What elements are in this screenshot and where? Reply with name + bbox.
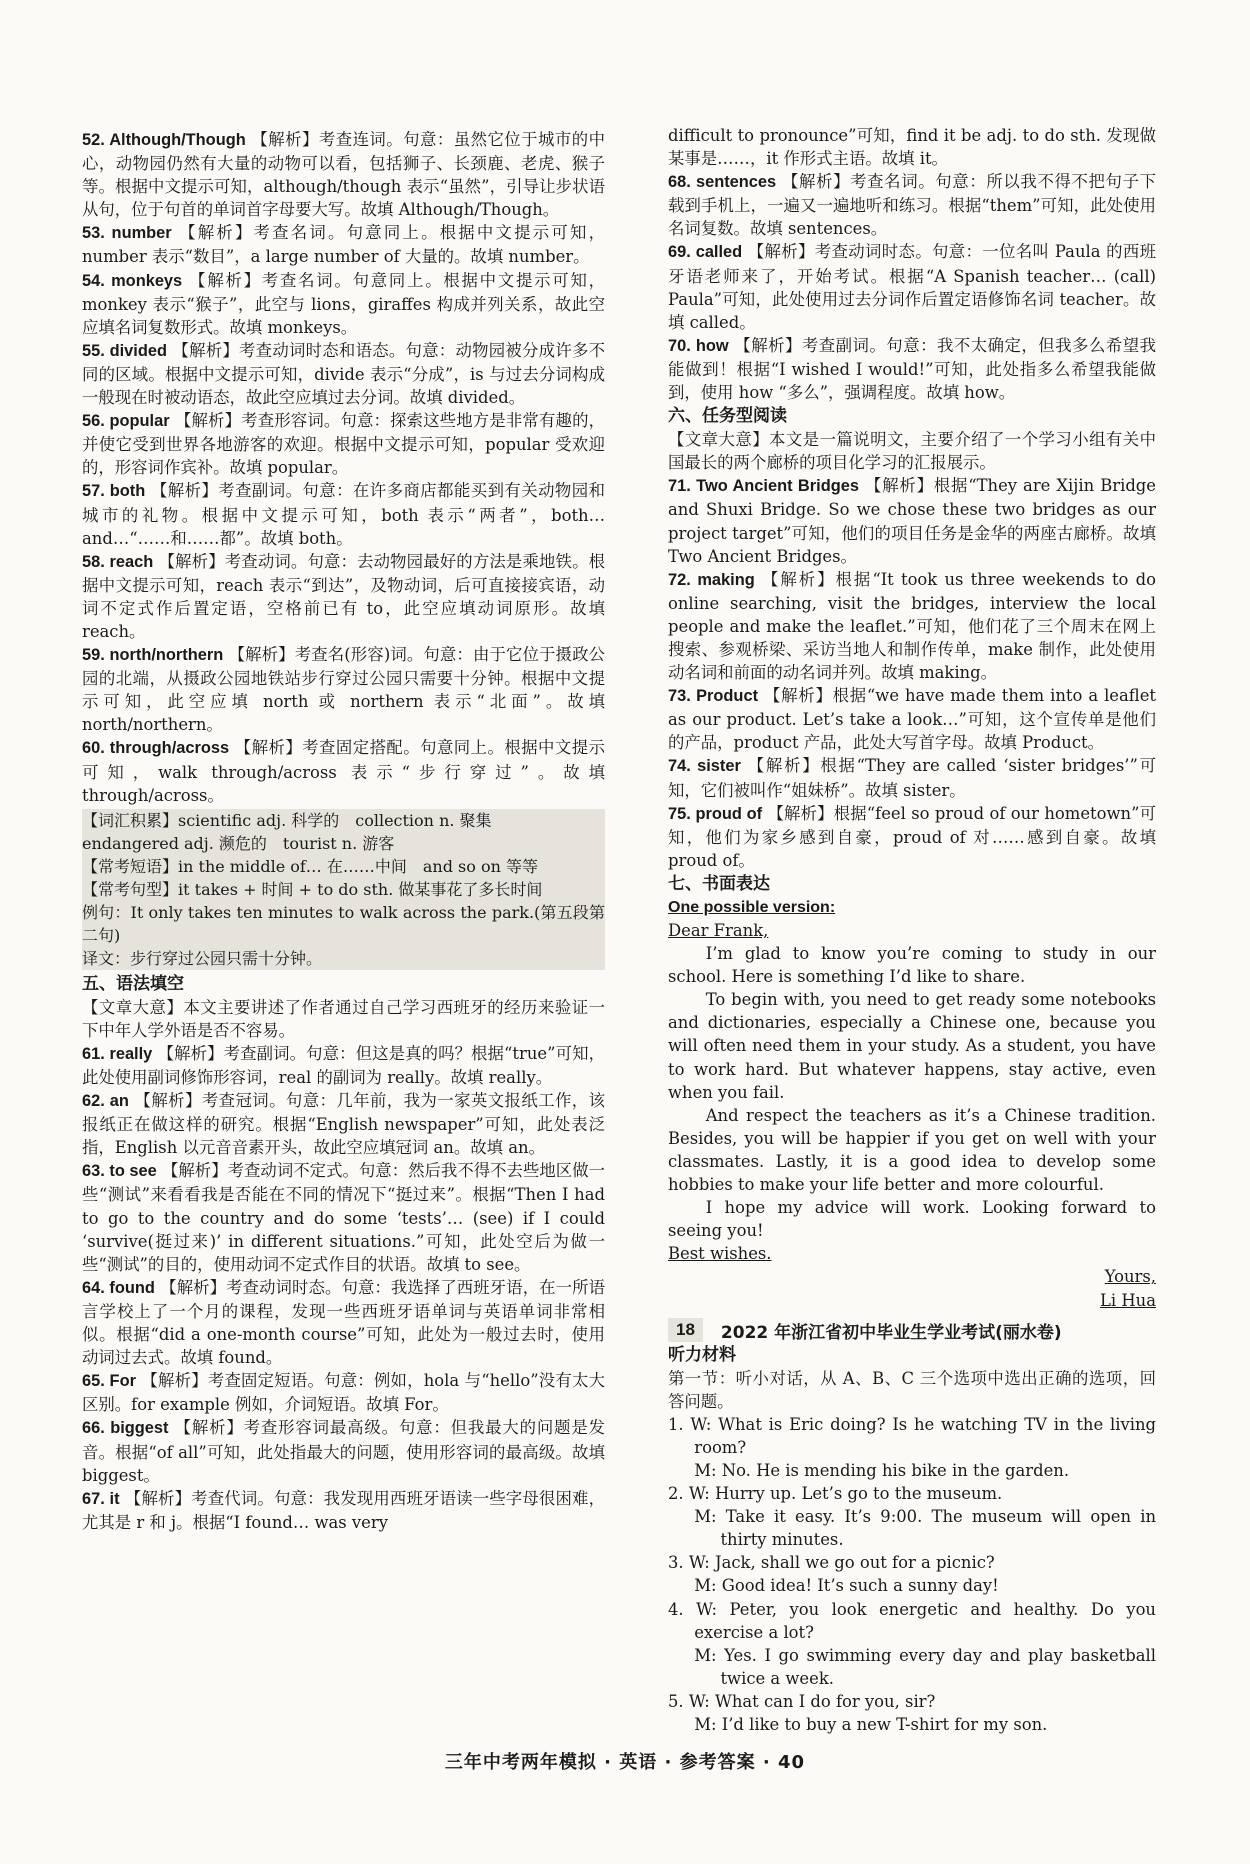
essay-paragraph: To begin with, you need to get ready some notebooks and dictionaries, especially a Chinese one, because you will often need them in your study. As a student, you have to work hard. But whatever happens, stay active, even when you fail.	[668, 990, 1156, 1102]
answer-item: 70. how 【解析】考查副词。句意：我不太确定，但我多么希望我能做到！根据“I wished I would!”可知，此处指多么希望我能做到，使用 how “多么”，强调程度。故填 how。	[668, 335, 1156, 403]
answer-item: 74. sister 【解析】根据“They are called ‘sister bridges’”可知，它们被叫作“姐妹桥”。故填 sister。	[668, 756, 1156, 800]
essay-sign-1: Yours,	[1104, 1267, 1156, 1287]
left-column	[82, 128, 605, 1534]
dialogue-line: M: Good idea! It’s such a sunny day!	[694, 1576, 999, 1596]
answer-item: 65. For 【解析】考查固定短语。句意：例如，hola 与“hello”没有太大区别。for example 例如，介词短语。故填 For。	[82, 1371, 606, 1415]
vocab-line: 【词汇积累】scientific adj. 科学的 collection n. 聚集	[82, 810, 492, 830]
answer-item: 54. monkeys 【解析】考查名词。句意同上。根据中文提示可知，monkey 表示“猴子”，此空与 lions，giraffes 构成并列关系，故此空应填名词复数形式。故填 monkeys。	[82, 270, 605, 337]
answer-item: 71. Two Ancient Bridges 【解析】根据“They are Xijin Bridge and Shuxi Bridge. So we chose these two bridges as our project target”可知，他们的项目任务是金华的两座古廊桥。故填 Two Ancient Bridges。	[668, 476, 1156, 566]
vocab-line: 译文：步行穿过公园只需十分钟。	[82, 948, 323, 968]
test-header	[668, 1318, 1156, 1343]
answer-item: 69. called 【解析】考查动词时态。句意：一位名叫 Paula 的西班牙语老师来了，开始考试。根据“A Spanish teacher… (call) Paula”可知，此处使用过去分词作后置定语修饰名词 teacher。故填 called。	[668, 242, 1156, 332]
right-column	[668, 124, 1156, 1736]
vocab-line: 【常考句型】it takes + 时间 + to do sth. 做某事花了多长时间	[82, 879, 543, 899]
answer-item: 60. through/across 【解析】考查固定搭配。句意同上。根据中文提示可知，walk through/across 表示“步行穿过”。故填 through/across。	[82, 738, 605, 805]
dialogue-line: 1. W: What is Eric doing? Is he watching TV in the living room?	[668, 1414, 1156, 1457]
dialogue-line: 4. W: Peter, you look energetic and healthy. Do you exercise a lot?	[668, 1599, 1156, 1642]
answer-item: 73. Product 【解析】根据“we have made them into a leaflet as our product. Let’s take a look…”可知，这个宣传单是他们的产品，product 产品，此处大写首字母。故填 Product。	[668, 686, 1157, 753]
dialogue-line: 2. W: Hurry up. Let’s go to the museum.	[668, 1484, 1003, 1504]
page-footer: 三年中考两年模拟 · 英语 · 参考答案 · 40	[444, 1752, 806, 1773]
answer-item: 53. number 【解析】考查名词。句意同上。根据中文提示可知，number 表示“数目”，a large number of 大量的。故填 number。	[82, 223, 605, 267]
answer-item: 75. proud of 【解析】根据“feel so proud of our hometown”可知，他们为家乡感到自豪，proud of 对……感到自豪。故填 proud of。	[668, 803, 1156, 870]
answer-item: 58. reach 【解析】考查动词。句意：去动物园最好的方法是乘地铁。根据中文提示可知，reach 表示“到达”，及物动词，后可直接接宾语，动词不定式作后置定语，空格前已有 to，此空应填动词原形。故填 reach。	[82, 551, 605, 641]
essay-sign-2: Li Hua	[1100, 1290, 1156, 1310]
section-heading: 七、书面表达	[668, 873, 770, 893]
dialogue-line: 5. W: What can I do for you, sir?	[668, 1691, 936, 1711]
dialogue-line: M: Take it easy. It’s 9:00. The museum will open in thirty minutes.	[694, 1507, 1156, 1550]
answer-item: 61. really 【解析】考查副词。句意：但这是真的吗？根据“true”可知，此处使用副词修饰形容词，real 的副词为 really。故填 really。	[82, 1043, 605, 1087]
answer-item: 72. making 【解析】根据“It took us three weekends to do online searching, visit the bridges, interview the local people and make the leaflet.”可知，他们花了三个周末在网上搜索、参观桥梁、采访当地人和制作传单，make 制作，此处使用动名词和前面的动名词并列。故填 making。	[668, 569, 1156, 683]
answer-item: 63. to see 【解析】考查动词不定式。句意：然后我不得不去些地区做一些“测试”来看看我是否能在不同的情况下“挺过来”。根据“Then I had to go to the country and do some ‘tests’… (see) if I could ‘survive(挺过来)’ in different situations.”可知，此处空后为做一些“测试”的目的，使用动词不定式作目的状语。故填 to see。	[82, 1161, 605, 1274]
section-heading: 六、任务型阅读	[668, 406, 787, 426]
section-heading: 五、语法填空	[82, 973, 184, 993]
answer-item: 68. sentences 【解析】考查名词。句意：所以我不得不把句子下载到手机上，一遍又一遍地听和练习。根据“them”可知，此处使用名词复数。故填 sentences。	[668, 172, 1157, 239]
article-summary: 【文章大意】本文是一篇说明文，主要介绍了一个学习小组有关中国最长的两个廊桥的项目化学习的汇报展示。	[668, 430, 1156, 473]
answer-item: 57. both 【解析】考查副词。句意：在许多商店都能买到有关动物园和城市的礼物。根据中文提示可知，both 表示“两者”，both… and…“……和……都”。故填 both。	[82, 481, 605, 548]
answer-item: 66. biggest 【解析】考查形容词最高级。句意：但我最大的问题是发音。根据“of all”可知，此处指最大的问题，使用形容词的最高级。故填 biggest。	[82, 1418, 605, 1485]
essay-closing: Best wishes.	[668, 1244, 772, 1264]
essay-title: One possible version:	[668, 898, 836, 916]
answer-continuation: difficult to pronounce”可知，find it be adj. to do sth. 发现做某事是……，it 作形式主语。故填 it。	[668, 126, 1156, 169]
answer-item: 55. divided 【解析】考查动词时态和语态。句意：动物园被分成许多不同的区域。根据中文提示可知，divide 表示“分成”，is 与过去分词构成一般现在时被动语态，故此空应填过去分词。故填 divided。	[82, 340, 606, 408]
vocab-line: endangered adj. 濒危的 tourist n. 游客	[82, 833, 395, 853]
essay-paragraph: I’m glad to know you’re coming to study in our school. Here is something I’d like to share.	[668, 944, 1156, 987]
answer-item: 67. it 【解析】考查代词。句意：我发现用西班牙语读一些字母很困难，尤其是 r 和 j。根据“I found… was very	[82, 1488, 606, 1532]
test-title: 2022 年浙江省初中毕业生学业考试(丽水卷)	[720, 1322, 1062, 1343]
listening-intro: 第一节：听小对话，从 A、B、C 三个选项中选出正确的选项，回答问题。	[668, 1368, 1156, 1411]
essay-paragraph: I hope my advice will work. Looking forward to seeing you!	[668, 1198, 1156, 1241]
answer-item: 64. found 【解析】考查动词时态。句意：我选择了西班牙语，在一所语言学校上了一个月的课程，发现一些西班牙语单词与英语单词非常相似。根据“did a one-month course”可知，此处为一般过去时，使用动词过去式。故填 found。	[82, 1277, 605, 1368]
dialogue-line: M: I’d like to buy a new T-shirt for my son.	[694, 1715, 1048, 1734]
vocabulary-box	[82, 809, 605, 970]
dialogue-line: M: No. He is mending his bike in the garden.	[694, 1460, 1070, 1480]
answer-item: 62. an 【解析】考查冠词。句意：几年前，我为一家英文报纸工作，该报纸正在做这样的研究。根据“English newspaper”可知，此处表泛指，English 以元音音素开头，故此空应填冠词 an。故填 an。	[82, 1091, 606, 1158]
vocab-line: 【常考短语】in the middle of… 在……中间 and so on 等等	[82, 856, 539, 876]
test-number: 18	[668, 1318, 703, 1342]
essay-salutation: Dear Frank,	[668, 921, 769, 940]
essay-paragraph: And respect the teachers as it’s a Chinese tradition. Besides, you will be happier if you get on well with your classmates. Lastly, it is a good idea to develop some hobbies to make your life better and more colourful.	[668, 1105, 1156, 1195]
answer-item: 52. Although/Though 【解析】考查连词。句意：虽然它位于城市的中心，动物园仍然有大量的动物可以看，包括狮子、长颈鹿、老虎、猴子等。根据中文提示可知，although/though 表示“虽然”，引导让步状语从句，位于句首的单词首字母要大写。故填 Although/Though。	[82, 130, 605, 220]
listening-title: 听力材料	[668, 1344, 736, 1364]
dialogue-line: 3. W: Jack, shall we go out for a picnic?	[668, 1553, 995, 1573]
article-summary: 【文章大意】本文主要讲述了作者通过自己学习西班牙的经历来验证一下中年人学外语是否不容易。	[82, 997, 605, 1040]
answer-item: 59. north/northern 【解析】考查名(形容)词。句意：由于它位于摄政公园的北端，从摄政公园地铁站步行穿过公园只需要十分钟。根据中文提示可知，此空应填 north 或 northern 表示“北面”。故填 north/northern。	[82, 645, 605, 735]
vocab-line: 例句：It only takes ten minutes to walk across the park.(第五段第二句)	[82, 902, 605, 945]
dialogue-line: M: Yes. I go swimming every day and play basketball twice a week.	[694, 1645, 1156, 1688]
answer-item: 56. popular 【解析】考查形容词。句意：探索这些地方是非常有趣的，并使它受到世界各地游客的欢迎。根据中文提示可知，popular 受欢迎的，形容词作宾补。故填 popular。	[82, 411, 606, 478]
